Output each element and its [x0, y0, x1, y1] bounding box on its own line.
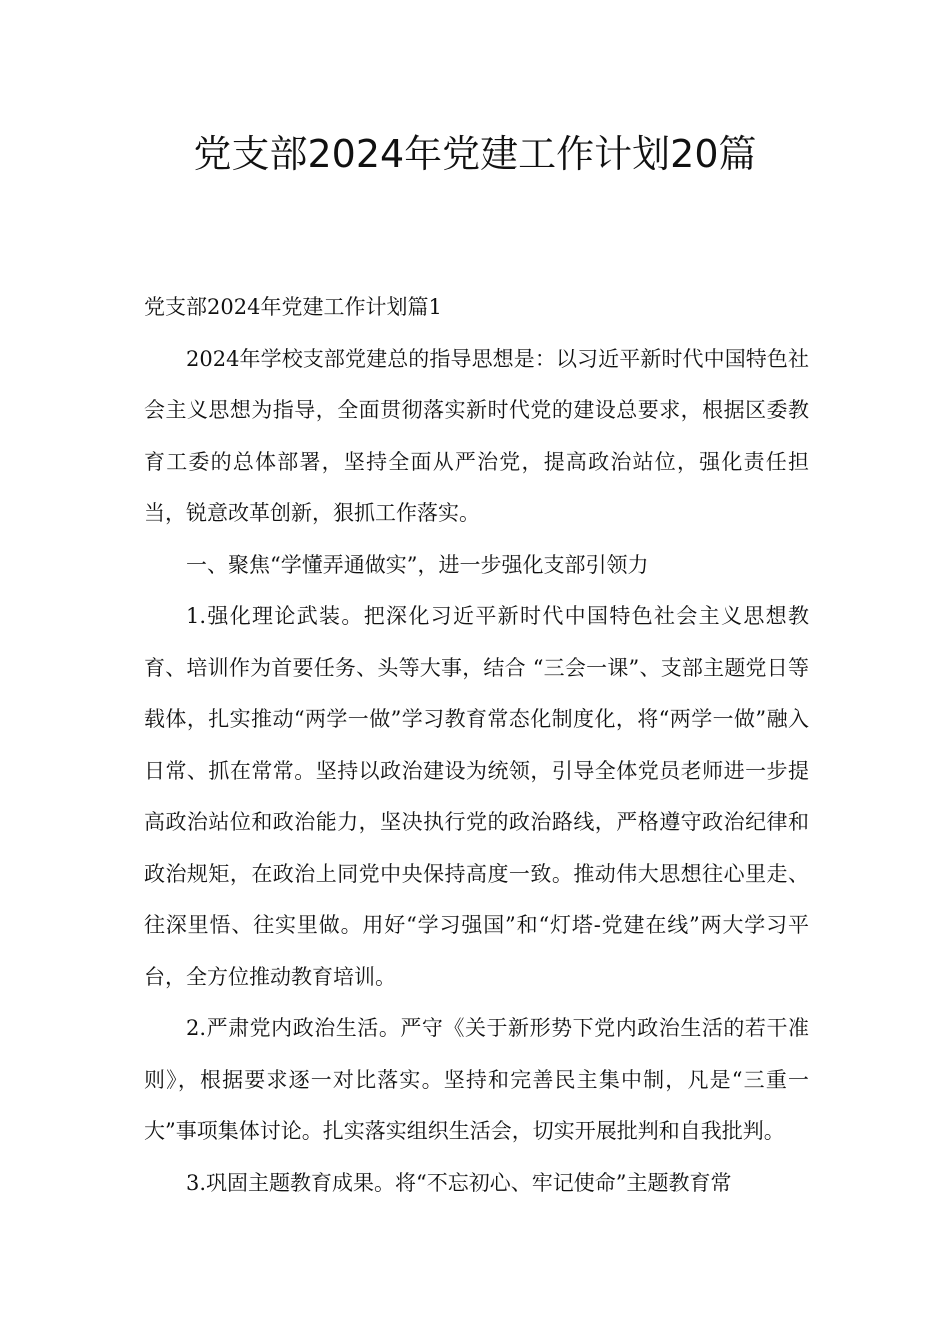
paragraph-part-one-heading: 一、聚焦“学懂弄通做实”，进一步强化支部引领力 [186, 552, 649, 577]
paragraph-item-1: 1.强化理论武装。把深化习近平新时代中国特色社会主义思想教育、培训作为首要任务、头等大事，结合 “三会一课”、支部主题党日等载体，扎实推动“两学一做”学习教育常态化制度化，将“两学一做”融入日常、抓在常常。坚持以政治建设为统领，引导全体党员老师进一步提高政治站位和政治能力，坚决执行党的政治路线，严格遵守政治纪律和政治规矩，在政治上同党中央保持高度一致。推动伟大思想往心里走、往深里悟、往实里做。用好“学习强国”和“灯塔-党建在线”两大学习平台，全方位推动教育培训。 [144, 604, 809, 989]
document-title: 党支部2024年党建工作计划20篇 [193, 132, 757, 176]
paragraph-guiding-thought: 2024年学校支部党建总的指导思想是：以习近平新时代中国特色社会主义思想为指导，全面贯彻落实新时代党的建设总要求，根据区委教育工委的总体部署，坚持全面从严治党，提高政治站位，强化责任担当，锐意改革创新，狠抓工作落实。 [144, 346, 809, 525]
paragraph-item-3: 3.巩固主题教育成果。将“不忘初心、牢记使命”主题教育常 [186, 1170, 732, 1195]
document-body [144, 282, 809, 1209]
section-heading: 党支部2024年党建工作计划篇1 [144, 295, 442, 319]
paragraph-item-2: 2.严肃党内政治生活。严守《关于新形势下党内政治生活的若干准则》，根据要求逐一对比落实。坚持和完善民主集中制，凡是“三重一大”事项集体讨论。扎实落实组织生活会，切实开展批判和自我批判。 [144, 1016, 809, 1143]
